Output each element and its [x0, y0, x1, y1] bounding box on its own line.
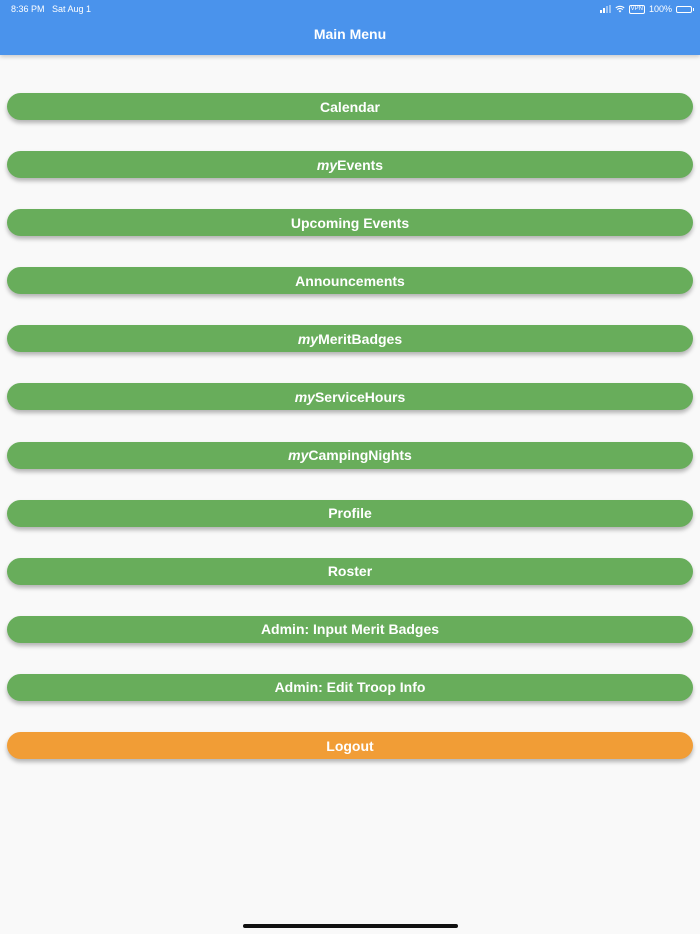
- admin-edit-troop-info-button[interactable]: [7, 674, 693, 701]
- upcoming-events-button-label: Upcoming Events: [290, 214, 410, 231]
- announcements-button-label: Announcements: [295, 272, 405, 289]
- my-camping-nights-button-label: CampingNights: [308, 447, 412, 464]
- main-menu: [7, 93, 693, 790]
- page-title: Main Menu: [313, 26, 387, 42]
- status-time: 8:36 PM: [11, 4, 45, 14]
- my-camping-nights-prefix: my: [288, 447, 309, 464]
- roster-button-label: Roster: [327, 563, 373, 580]
- my-events-prefix: my: [316, 156, 338, 173]
- my-merit-badges-button-label: MeritBadges: [318, 330, 403, 347]
- my-merit-badges-prefix: my: [297, 330, 319, 347]
- logout-button-label: Logout: [326, 737, 374, 754]
- my-camping-nights-button[interactable]: [7, 442, 693, 469]
- status-date: Sat Aug 1: [52, 4, 92, 14]
- calendar-button-label: Calendar: [320, 98, 380, 115]
- my-service-hours-button[interactable]: [7, 383, 693, 410]
- my-service-hours-button-label: ServiceHours: [314, 388, 406, 405]
- profile-button-label: Profile: [328, 505, 372, 522]
- admin-input-merit-badges-button[interactable]: [7, 616, 693, 643]
- admin-input-merit-badges-button-label: Admin: Input Merit Badges: [260, 621, 440, 638]
- status-indicators: [600, 3, 692, 15]
- logout-button[interactable]: [7, 732, 693, 759]
- admin-edit-troop-info-button-label: Admin: Edit Troop Info: [274, 679, 426, 696]
- profile-button[interactable]: [7, 500, 693, 527]
- battery-icon: [676, 6, 692, 13]
- calendar-button[interactable]: [7, 93, 693, 120]
- my-service-hours-prefix: my: [294, 388, 315, 405]
- my-events-button-label: Events: [337, 156, 384, 173]
- wifi-icon: [615, 5, 625, 13]
- vpn-badge: VPN: [630, 5, 643, 12]
- my-merit-badges-button[interactable]: [7, 325, 693, 352]
- battery-percentage: 100%: [648, 4, 672, 14]
- announcements-button[interactable]: [7, 267, 693, 294]
- app-bar: [0, 0, 700, 55]
- my-events-button[interactable]: [7, 151, 693, 178]
- home-indicator[interactable]: [243, 924, 458, 928]
- cellular-signal-icon: [600, 5, 611, 13]
- status-bar: [0, 0, 700, 18]
- upcoming-events-button[interactable]: [7, 209, 693, 236]
- roster-button[interactable]: [7, 558, 693, 585]
